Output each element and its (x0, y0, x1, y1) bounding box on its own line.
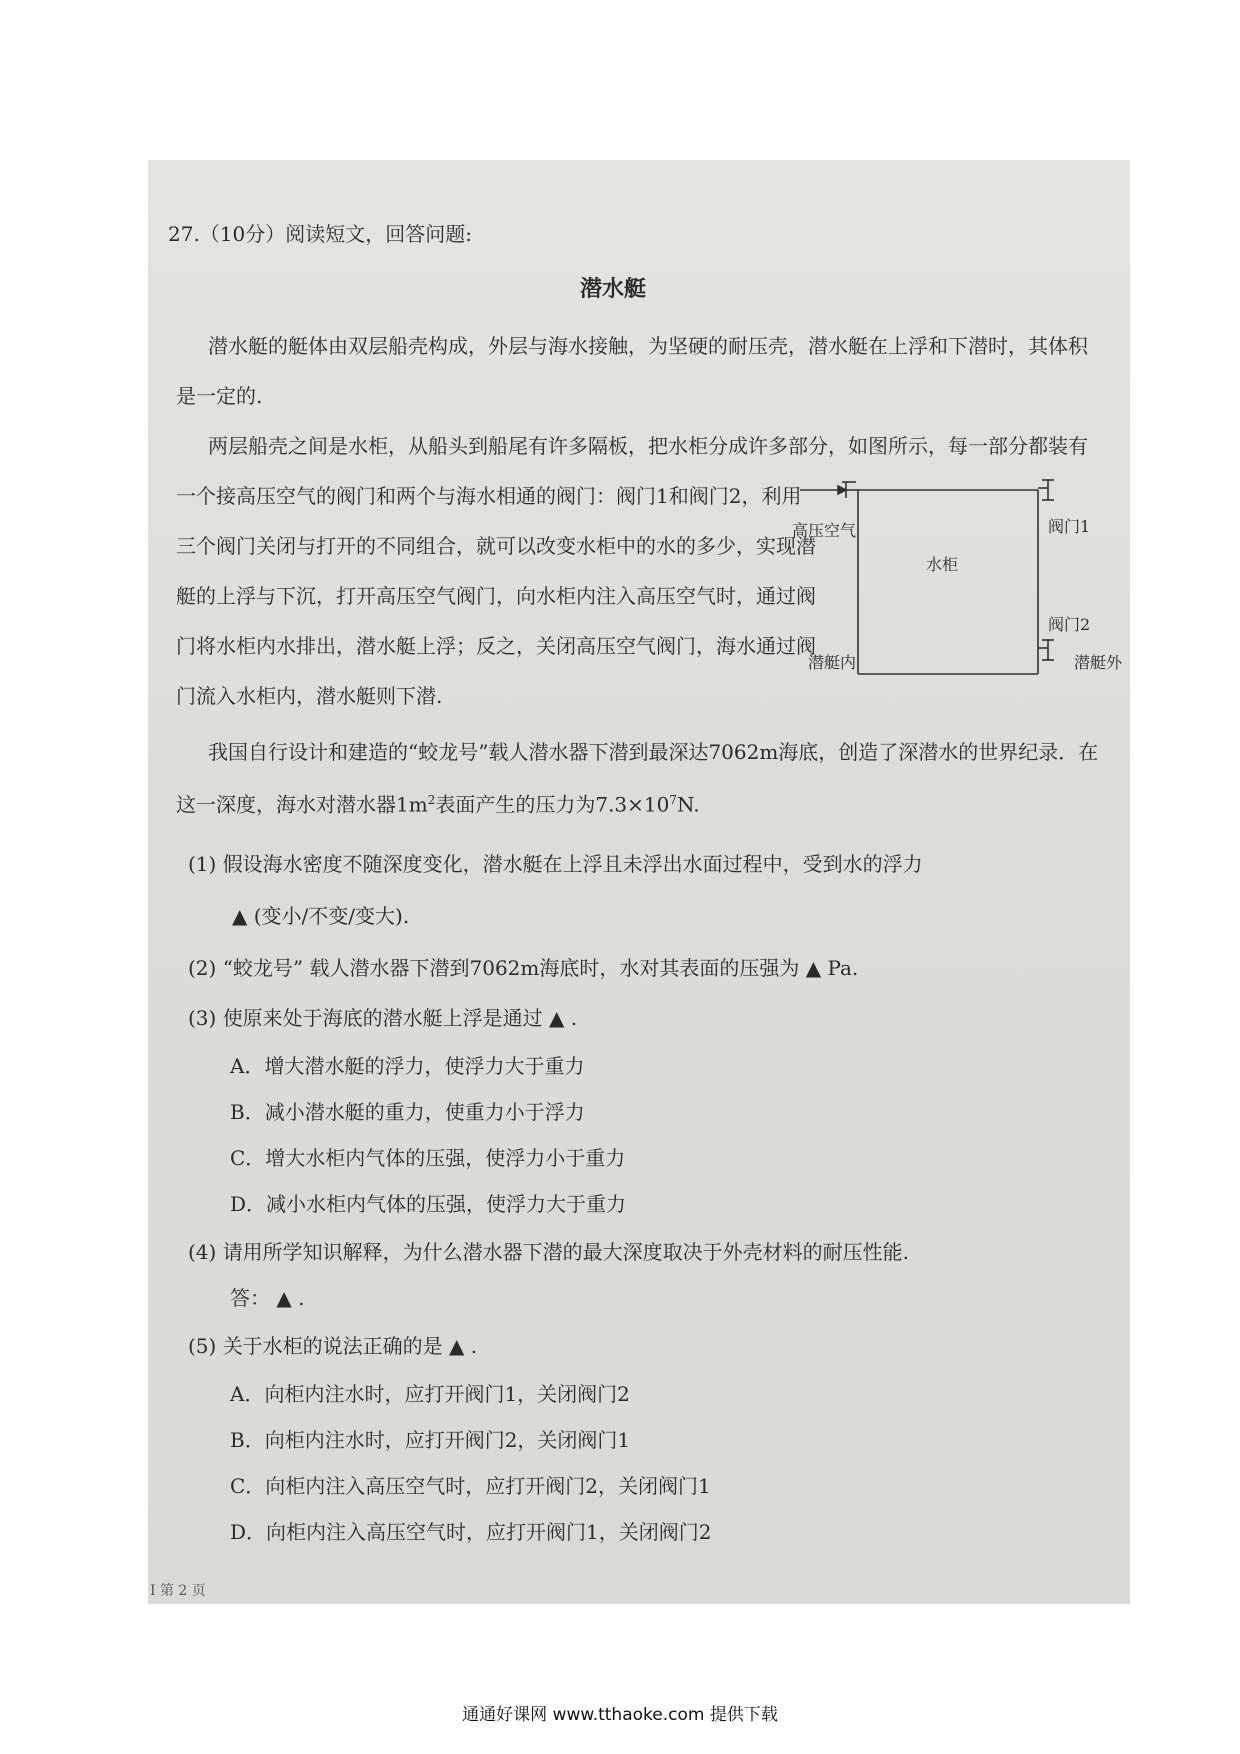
paragraph-line: 门将水柜内水排出，潜水艇上浮；反之，关闭高压空气阀门，海水通过阀 (176, 634, 816, 658)
paragraph-line: 门流入水柜内，潜水艇则下潜. (176, 684, 443, 708)
water-tank-diagram (792, 478, 1123, 678)
valve-2-label: 阀门2 (1048, 615, 1091, 634)
option-3a: A．增大潜水艇的浮力，使浮力大于重力 (230, 1054, 585, 1078)
answer-4: 答： ▲ . (230, 1286, 305, 1310)
download-footer: 通通好课网 www.tthaoke.com 提供下载 (462, 1705, 778, 1725)
sub-question-4: (4) 请用所学知识解释，为什么潜水器下潜的最大深度取决于外壳材料的耐压性能. (188, 1240, 910, 1264)
paragraph-line: 两层船壳之间是水柜，从船头到船尾有许多隔板，把水柜分成许多部分，如图所示，每一部分都装有 (208, 434, 1088, 458)
paragraph-line: 这一深度，海水对潜水器$1m^2$表面产生的压力为$7.3\times 10^7N$. (176, 792, 700, 817)
high-pressure-air-label: 高压空气 (792, 521, 857, 540)
option-3c: C．增大水柜内气体的压强，使浮力小于重力 (230, 1146, 626, 1170)
water-tank-label: 水柜 (926, 555, 959, 574)
option-5b: B．向柜内注水时，应打开阀门2，关闭阀门1 (230, 1428, 631, 1452)
paragraph-line: 一个接高压空气的阀门和两个与海水相通的阀门：阀门1和阀门2，利用 (176, 484, 802, 508)
question-header: 27.（10分）阅读短文，回答问题: (168, 222, 472, 246)
option-5a: A．向柜内注水时，应打开阀门1，关闭阀门2 (230, 1382, 630, 1406)
option-3b: B．减小潜水艇的重力，使重力小于浮力 (230, 1100, 585, 1124)
paragraph-line: 是一定的. (176, 384, 263, 408)
inside-sub-label: 潜艇内 (808, 653, 857, 672)
paragraph-line: 三个阀门关闭与打开的不同组合，就可以改变水柜中的水的多少，实现潜 (176, 534, 816, 558)
valve-1-label: 阀门1 (1048, 517, 1091, 536)
page-marker: I 第 2 页 (150, 1583, 206, 1599)
photographed-exam-page (148, 160, 1130, 1604)
sub-question-1-blank: ▲ (变小/不变/变大). (232, 904, 410, 928)
sub-question-3: (3) 使原来处于海底的潜水艇上浮是通过 ▲ . (188, 1006, 578, 1030)
sub-question-1: (1) 假设海水密度不随深度变化，潜水艇在上浮且未浮出水面过程中，受到水的浮力 (188, 852, 923, 876)
paragraph-line: 我国自行设计和建造的“蛟龙号”载人潜水器下潜到最深达7062m海底，创造了深潜水的世界纪录．在 (208, 740, 1099, 764)
option-5c: C．向柜内注入高压空气时，应打开阀门2，关闭阀门1 (230, 1474, 711, 1498)
option-3d: D．减小水柜内气体的压强，使浮力大于重力 (230, 1192, 627, 1216)
sub-question-2: (2) “蛟龙号” 载人潜水器下潜到7062m海底时，水对其表面的压强为 ▲ Pa. (188, 956, 859, 980)
option-5d: D．向柜内注入高压空气时，应打开阀门1，关闭阀门2 (230, 1520, 712, 1544)
paragraph-line: 艇的上浮与下沉，打开高压空气阀门，向水柜内注入高压空气时，通过阀 (176, 584, 816, 608)
outside-sub-label: 潜艇外 (1074, 653, 1123, 672)
tank-schematic (798, 478, 1118, 678)
passage-title: 潜水艇 (580, 276, 647, 302)
sub-question-5: (5) 关于水柜的说法正确的是 ▲ . (188, 1334, 478, 1358)
paragraph-line: 潜水艇的艇体由双层船壳构成，外层与海水接触，为坚硬的耐压壳，潜水艇在上浮和下潜时，其体积 (208, 334, 1088, 358)
